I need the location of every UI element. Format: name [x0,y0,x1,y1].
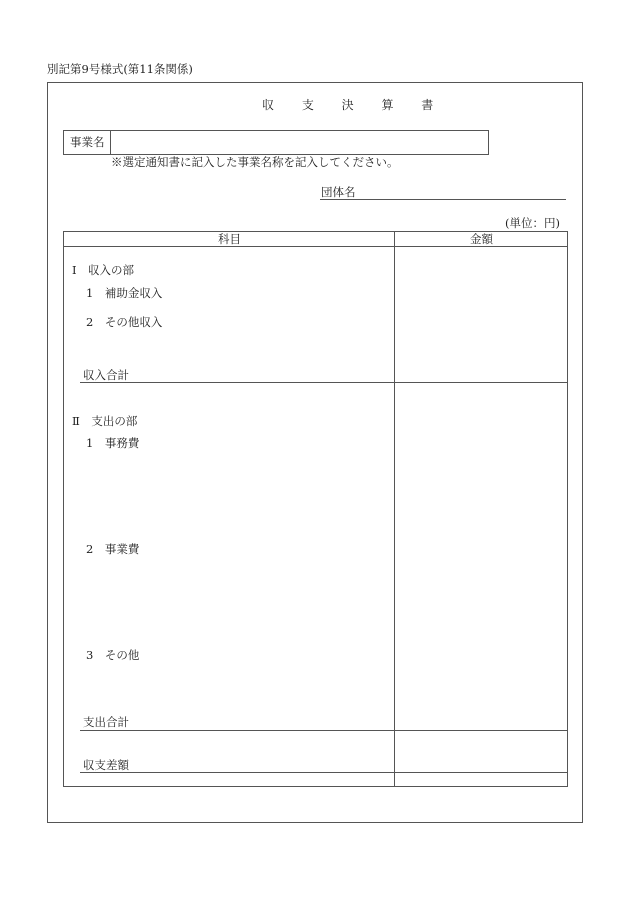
column-divider [394,231,395,787]
unit-label: (単位：円) [505,216,560,230]
project-name-separator [110,131,111,154]
expense-total-label: 支出合計 [83,715,129,729]
expense-item-other: 3 その他 [86,648,140,662]
income-item-other: 2 その他収入 [86,315,163,329]
expense-item-office: 1 事務費 [86,436,140,450]
income-total-underline [80,382,394,383]
balance-underline [80,772,394,773]
expense-section-heading: Ⅱ 支出の部 [72,414,138,428]
organization-label: 団体名 [321,185,356,199]
form-reference: 別記第9号様式(第11条関係) [47,62,193,76]
income-section-heading: Ⅰ 収入の部 [72,263,135,277]
document-title: 収 支 決 算 書 [262,98,446,112]
balance-divider [394,772,568,773]
expense-item-project: 2 事業費 [86,542,140,556]
organization-field[interactable] [360,187,564,199]
balance-label: 収支差額 [83,758,129,772]
income-total-label: 収入合計 [83,368,129,382]
column-header-amount: 金額 [470,232,493,246]
column-header-item: 科目 [218,232,241,246]
header-row-divider [63,246,568,247]
income-section-divider [394,382,568,383]
expense-section-divider [394,730,568,731]
organization-underline [320,199,566,200]
expense-total-underline [80,730,394,731]
project-name-box [63,130,489,155]
project-name-label: 事業名 [70,135,105,149]
project-name-field[interactable] [118,137,484,149]
income-item-subsidy: 1 補助金収入 [86,286,163,300]
project-name-note: ※選定通知書に記入した事業名称を記入してください。 [111,155,399,169]
